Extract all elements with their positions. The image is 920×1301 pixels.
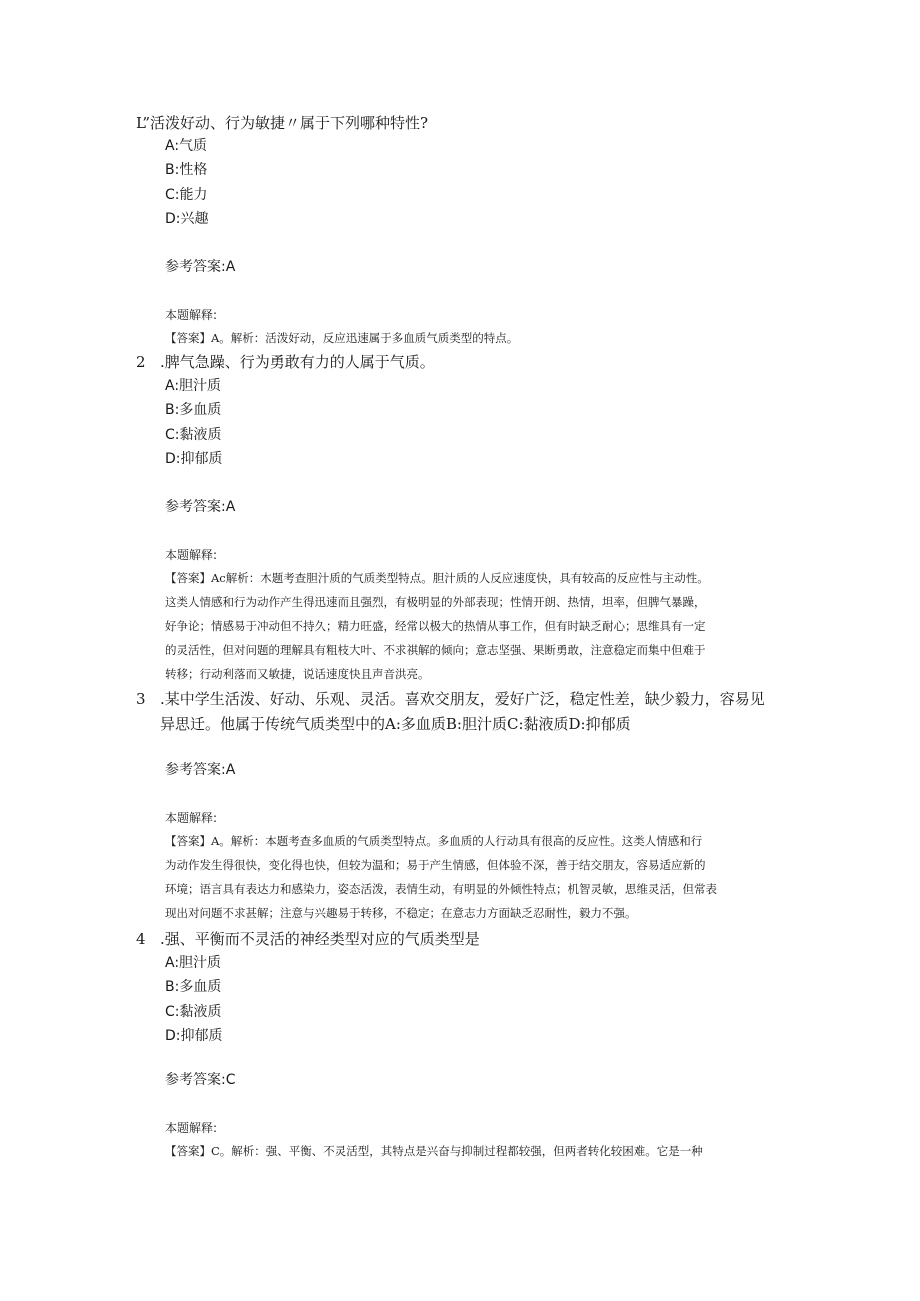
question-2-stem [136,352,435,372]
question-number: 2 [136,353,146,371]
question-1-explanation-line: 【答案】A。解析：活泼好动，反应迅速属于多血质气质类型的特点。 [165,331,519,345]
question-3-explanation-line: 为动作发生得很快，变化得也快，但较为温和；易于产生情感，但体验不深，善于结交朋友，容易适应新的 [165,858,706,872]
question-4-explanation-line: 【答案】C。解析：强、平衡、不灵活型，其特点是兴奋与抑制过程都较强，但两者转化较困难。它是一种 [165,1144,703,1158]
question-4-stem [136,929,480,949]
question-4-answer: 参考答案:C [165,1072,236,1088]
question-2-option-b: B:多血质 [165,402,222,418]
question-1-option-c: C:能力 [165,187,208,203]
question-2-explanation-line: 的灵活性，但对问题的理解具有粗枝大叶、不求祺解的倾向；意志坚强、果断勇敢，注意稳定而集中但难于 [165,643,706,657]
question-4-option-a: A:胆汁质 [165,955,222,971]
question-2-explanation-line: 转移；行动利落而又敏捷，说话速度快且声音洪亮。 [165,667,430,681]
question-2-explanation-line: 【答案】Ac解析：木题考查胆汁质的气质类型特点。胆汁质的人反应速度快，具有较高的反应性与主动性。 [165,571,709,585]
question-3-stem [136,689,765,709]
question-2-explanation-line: 这类人情感和行为动作产生得迅速而且强烈，有极明显的外部表现；性情开朗、热情，坦率，但脾气暴躁， [165,595,706,609]
question-number: 3 [136,690,146,708]
question-1-option-b: B:性格 [165,162,208,178]
question-3-stem-continued: 异思迁。他属于传统气质类型中的A:多血质B:胆汁质C:黏液质D:抑郁质 [160,715,631,733]
question-4-option-c: C:黏液质 [165,1004,222,1020]
question-3-explanation-label: 本题解释: [165,811,218,825]
question-2-option-d: D:抑郁质 [165,451,223,467]
question-1-answer: 参考答案:A [165,259,236,275]
question-2-answer: 参考答案:A [165,499,236,515]
question-text: .强、平衡而不灵活的神经类型对应的气质类型是 [160,930,480,948]
question-1-stem [136,113,428,133]
question-1-option-a: A:气质 [165,138,208,154]
question-1-option-d: D:兴趣 [165,211,209,227]
question-4-explanation-label: 本题解释: [165,1121,218,1135]
question-text: ”活泼好动、行为敏捷〃属于下列哪种特性? [142,114,429,132]
question-3-explanation-line: 环境；语言具有表达力和感染力，姿态活泼，表情生动，有明显的外倾性特点；机智灵敏，思维灵活，但常表 [165,882,717,896]
question-4-option-b: B:多血质 [165,979,222,995]
question-2-option-c: C:黏液质 [165,427,222,443]
question-2-explanation-label: 本题解释: [165,548,218,562]
question-3-answer: 参考答案:A [165,762,236,778]
question-2-option-a: A:胆汁质 [165,378,222,394]
question-1-explanation-label: 本题解释: [165,308,218,322]
question-3-explanation-line: 现出对问题不求甚解；注意与兴趣易于转移，不稳定；在意志力方面缺乏忍耐性，毅力不强。 [165,906,637,920]
question-text: .某中学生活泼、好动、乐观、灵活。喜欢交朋友，爱好广泛，稳定性差，缺少毅力，容易见 [160,690,765,708]
question-number: L [136,114,143,132]
question-text: .脾气急躁、行为勇敢有力的人属于气质。 [160,353,435,371]
question-3-explanation-line: 【答案】A。解析：本题考查多血质的气质类型特点。多血质的人行动具有很高的反应性。这类人情感和行 [165,834,703,848]
question-number: 4 [136,930,146,948]
question-2-explanation-line: 好争论；情感易于冲动但不持久；精力旺盛，经常以极大的热情从事工作，但有时缺乏耐心；思维具有一定 [165,619,706,633]
question-4-option-d: D:抑郁质 [165,1028,223,1044]
